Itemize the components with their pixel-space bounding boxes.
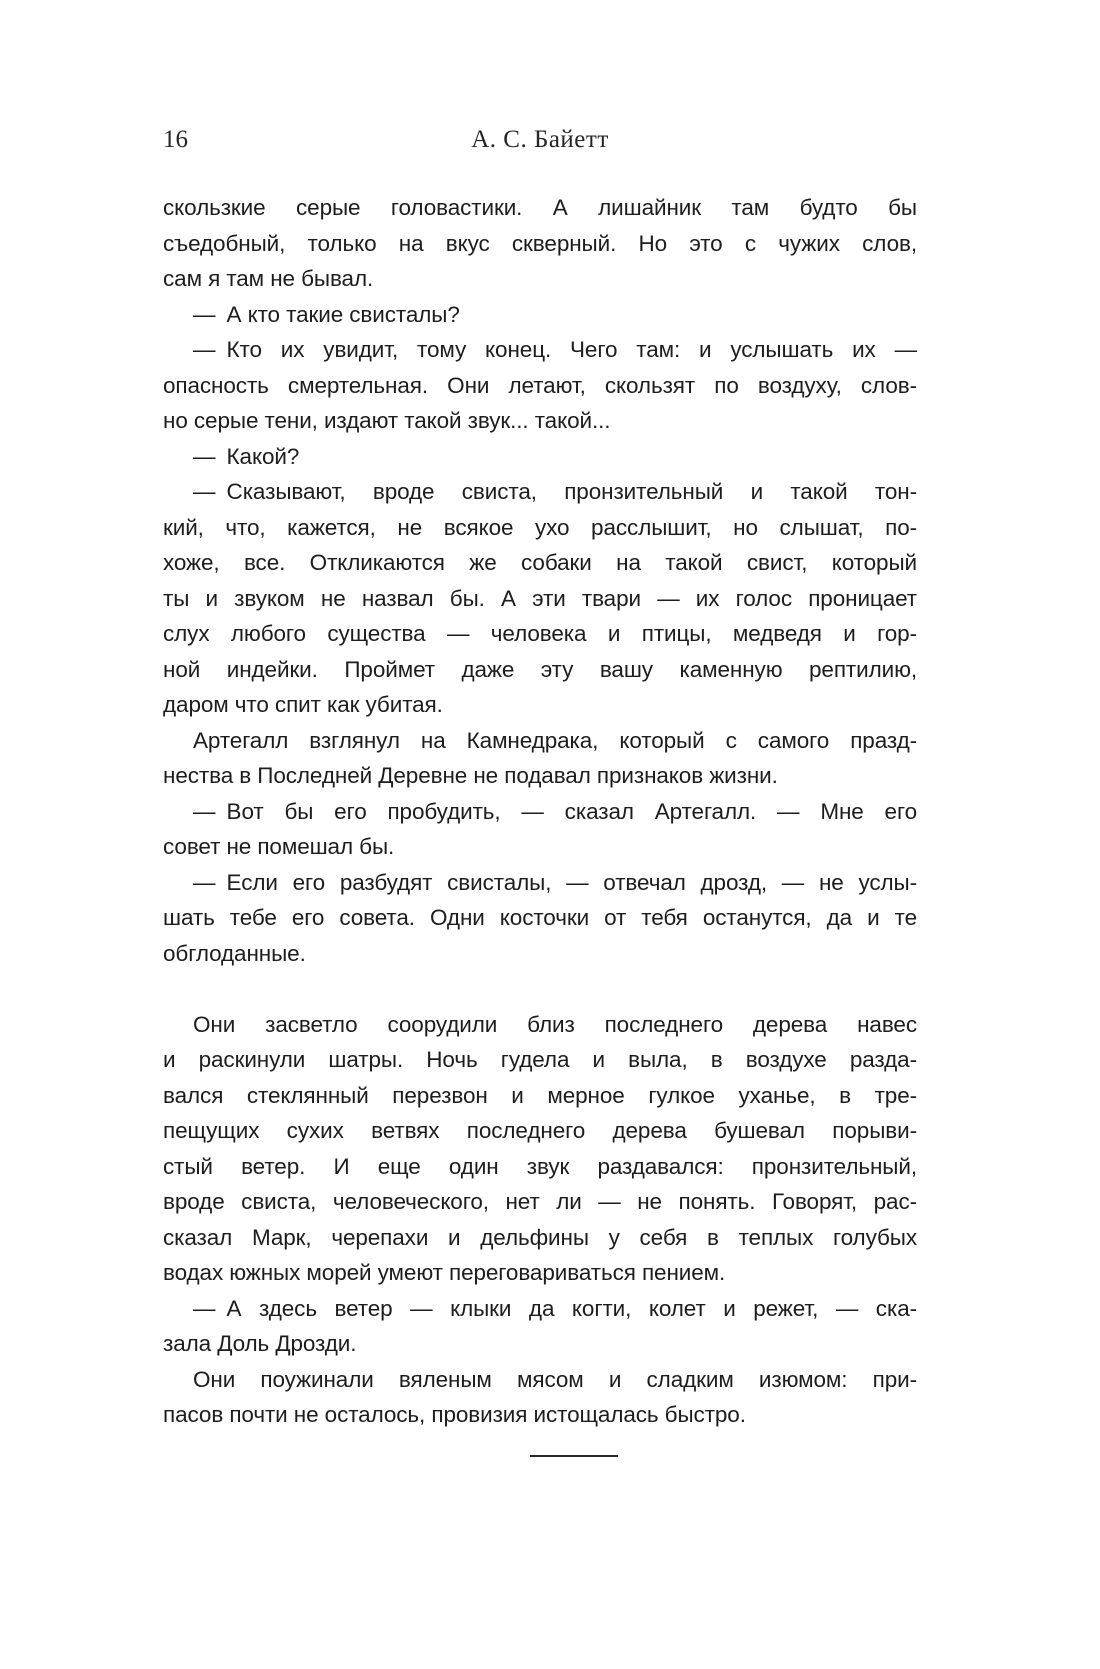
text-line: скользкие серые головастики. А лишайник там будто бы xyxy=(163,195,917,220)
text-line: ты и звуком не назвал бы. А эти твари — их голос проницает xyxy=(163,585,917,611)
paragraph xyxy=(163,1362,917,1433)
text-line: съедобный, только на вкус скверный. Но это с чужих слов, xyxy=(163,230,917,256)
text-line: — Сказывают, вроде свиста, пронзительный и такой тон- xyxy=(193,479,917,504)
text-line: пещущих сухих ветвях последнего дерева бушевал порыви- xyxy=(163,1118,917,1143)
text-line: вроде свиста, человеческого, нет ли — не понять. Говорят, рас- xyxy=(163,1189,917,1214)
text-line: Они поужинали вяленым мясом и сладким изюмом: при- xyxy=(193,1366,917,1392)
page-number: 16 xyxy=(163,126,188,153)
paragraph xyxy=(163,794,917,865)
paragraph xyxy=(163,190,917,297)
text-line: кий, что, кажется, не всякое ухо расслышит, но слышат, по- xyxy=(163,514,917,540)
paragraph xyxy=(163,297,917,333)
text-line: — Кто их увидит, тому конец. Чего там: и услышать их — xyxy=(193,337,917,362)
text-line: и раскинули шатры. Ночь гудела и выла, в воздухе разда- xyxy=(163,1047,917,1072)
paragraph xyxy=(163,723,917,794)
text-line: — А здесь ветер — клыки да когти, колет и режет, — ска- xyxy=(193,1295,917,1321)
text-line: — А кто такие свисталы? xyxy=(193,301,460,327)
text-line: но серые тени, издают такой звук... такой... xyxy=(163,408,611,433)
text-line: — Вот бы его пробудить, — сказал Артегалл. — Мне его xyxy=(193,798,917,824)
text-line: стый ветер. И еще один звук раздавался: пронзительный, xyxy=(163,1153,917,1179)
text-line: совет не помешал бы. xyxy=(163,834,395,859)
text-line: нества в Последней Деревне не подавал признаков жизни. xyxy=(163,763,778,788)
text-line: хоже, все. Откликаются же собаки на такой свист, который xyxy=(163,550,917,575)
text-line: даром что спит как убитая. xyxy=(163,692,443,717)
text-line: слух любого существа — человека и птицы, медведя и гор- xyxy=(163,621,917,646)
text-line: обглоданные. xyxy=(163,940,306,966)
text-body xyxy=(163,190,917,1433)
text-line: вался стеклянный перезвон и мерное гулкое уханье, в тре- xyxy=(163,1082,917,1108)
page-header xyxy=(163,126,917,160)
text-line: сам я там не бывал. xyxy=(163,266,374,291)
text-line: ной индейки. Проймет даже эту вашу каменную рептилию, xyxy=(163,656,917,682)
section-divider xyxy=(530,1455,618,1457)
paragraph xyxy=(163,1007,917,1291)
paragraph xyxy=(163,439,917,475)
text-line: зала Доль Дрозди. xyxy=(163,1331,357,1356)
paragraph xyxy=(163,332,917,439)
paragraph xyxy=(163,865,917,972)
paragraph xyxy=(163,474,917,723)
text-line: — Если его разбудят свисталы, — отвечал дрозд, — не услы- xyxy=(193,869,917,895)
text-line: опасность смертельная. Они летают, скользят по воздуху, слов- xyxy=(163,372,917,398)
text-line: сказал Марк, черепахи и дельфины у себя в теплых голубых xyxy=(163,1224,917,1250)
text-line: Артегалл взглянул на Камнедрака, который с самого празд- xyxy=(193,727,917,753)
paragraph xyxy=(163,1291,917,1362)
text-line: шать тебе его совета. Одни косточки от тебя останутся, да и те xyxy=(163,905,917,930)
text-line: — Какой? xyxy=(193,443,300,469)
text-line: водах южных морей умеют переговариваться пением. xyxy=(163,1260,726,1285)
text-line: Они засветло соорудили близ последнего дерева навес xyxy=(193,1011,917,1037)
running-title: А. С. Байетт xyxy=(471,126,609,153)
text-line: пасов почти не осталось, провизия истощалась быстро. xyxy=(163,1402,746,1427)
